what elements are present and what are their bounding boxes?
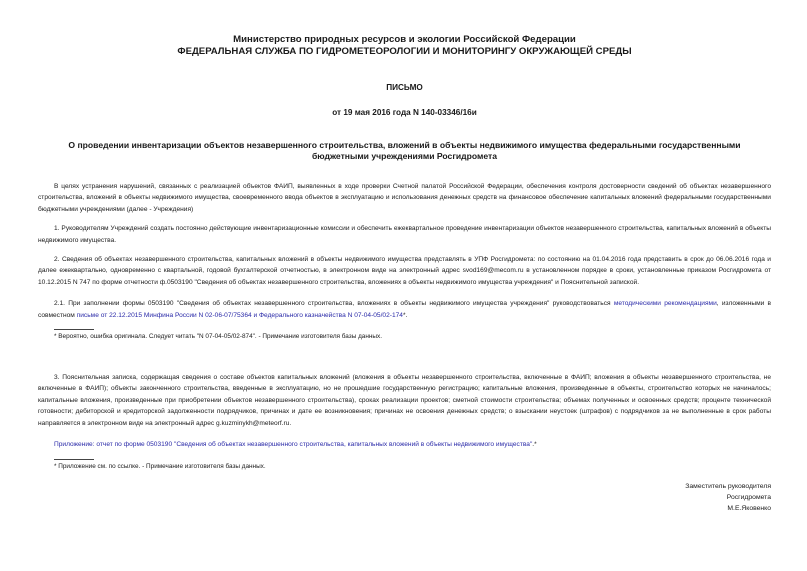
appendix-mark: .* — [532, 441, 537, 449]
footnote-2: * Приложение см. по ссылке. - Примечание изготовителя базы данных. — [54, 462, 266, 470]
appendix-link[interactable]: Приложение: отчет по форме 0503190 "Сведения об объектах незавершенного строительства, капитальных вложений в объекты недвижимого имущества" — [54, 441, 533, 449]
signer-name: М.Е.Яковенко — [727, 505, 771, 512]
item-3-paragraph: 3. Пояснительная записка, содержащая сведения о составе объектов капитальных вложений (вложения в объекты незавершенного строительства, включенные в ФАИП; вложения в объекты незавершенного строительства, не включенные в ФАИП); объекты законченного строительства, введенные в эксплуатацию, но не прошедшие государственную регистрацию; капитальные вложения, произведенные в объекты, строительство которых не начиналось; капитальные вложения, произведенные при приобретении объектов незавершенного строительства), сроках реализации проектов; сметной стоимости строительства; объемах полученных и освоенных средств; проценте технической готовности; дебиторской и кредиторской задолженности подрядчиков, причинах и дате ее возникновения; причинах не освоения денежных средств; о взыскании неустоек (штрафов) с подрядчиков за не выполненные в срок работы направляется в электронном виде на электронный адрес g.kuzminykh@meteorf.ru. — [38, 374, 771, 427]
intro-paragraph: В целях устранения нарушений, связанных с реализацией объектов ФАИП, выявленных в ходе проверки Счетной палатой Российской Федерации, обеспечения контроля достоверности сведений об объектах незавершенного строительства, вложений в объекты недвижимого имущества, своевременного ввода объектов в эксплуатацию и использования денежных средств на финансовое обеспечение капитальных вложений федеральными государственными бюджетными учреждениями (далее - Учреждения) — [38, 183, 771, 213]
item-2-1-text-b: , изложенными в совместном — [38, 300, 772, 319]
item-2-1-text-a: 2.1. При заполнении формы 0503190 "Сведения об объектах незавершенного строительства, вложениях в объекты недвижимого имущества учреждения" руководствоваться — [54, 300, 614, 308]
document-type: ПИСЬМО — [386, 83, 423, 92]
footnote-divider-2 — [54, 459, 94, 460]
signature-block — [685, 481, 771, 514]
document-subject: О проведении инвентаризации объектов незавершенного строительства, вложений в объекты недвижимого имущества федеральными государственными бюджетными учреждениями Росгидромета — [68, 140, 741, 161]
item-2-paragraph: 2. Сведения об объектах незавершенного строительства, капитальных вложений в объекты недвижимого имущества представлять в УПФ Росгидромета: по состоянию на 01.04.2016 года представить в срок до 06.06.2016 года и далее ежеквартально, одновременно с квартальной, годовой бухгалтерской отчетностью, в электронном виде на электронный адрес svod169@mecom.ru в установленном порядке в сроки, установленные приказом Росгидромета от 10.12.2015 N 747 по форме отчетности ф.0503190 "Сведения об объектах незавершенного строительства, вложениях в объекты недвижимого имущества учреждения" и Пояснительной запиской. — [38, 256, 771, 286]
document-date-number: от 19 мая 2016 года N 140-03346/16и — [332, 108, 477, 117]
document-page — [38, 34, 771, 472]
footnote-1: * Вероятно, ошибка оригинала. Следует читать "N 07-04-05/02-874". - Примечание изготовителя базы данных. — [54, 333, 382, 341]
signer-position: Заместитель руководителя — [685, 483, 771, 490]
appendix-paragraph — [38, 439, 771, 450]
item-2-1-text-c: *. — [402, 311, 408, 319]
signer-organization: Росгидромета — [726, 494, 771, 501]
item-2-1-paragraph — [38, 298, 771, 321]
service-name: ФЕДЕРАЛЬНАЯ СЛУЖБА ПО ГИДРОМЕТЕОРОЛОГИИ И МОНИТОРИНГУ ОКРУЖАЮЩЕЙ СРЕДЫ — [177, 46, 632, 57]
method-recommendations-link[interactable]: методическими рекомендациями — [613, 300, 717, 308]
footnote-divider — [54, 329, 94, 330]
joint-letter-link[interactable]: письме от 22.12.2015 Минфина России N 02-06-07/75364 и Федерального казначейства N 07-04-05/02-174 — [76, 311, 403, 319]
ministry-name: Министерство природных ресурсов и экологии Российской Федерации — [233, 34, 576, 45]
item-1-paragraph: 1. Руководителям Учреждений создать постоянно действующие инвентаризационные комиссии и обеспечить ежеквартальное проведение инвентаризации объектов незавершенного строительства, капитальных вложений в объекты недвижимого имущества. — [38, 225, 771, 244]
